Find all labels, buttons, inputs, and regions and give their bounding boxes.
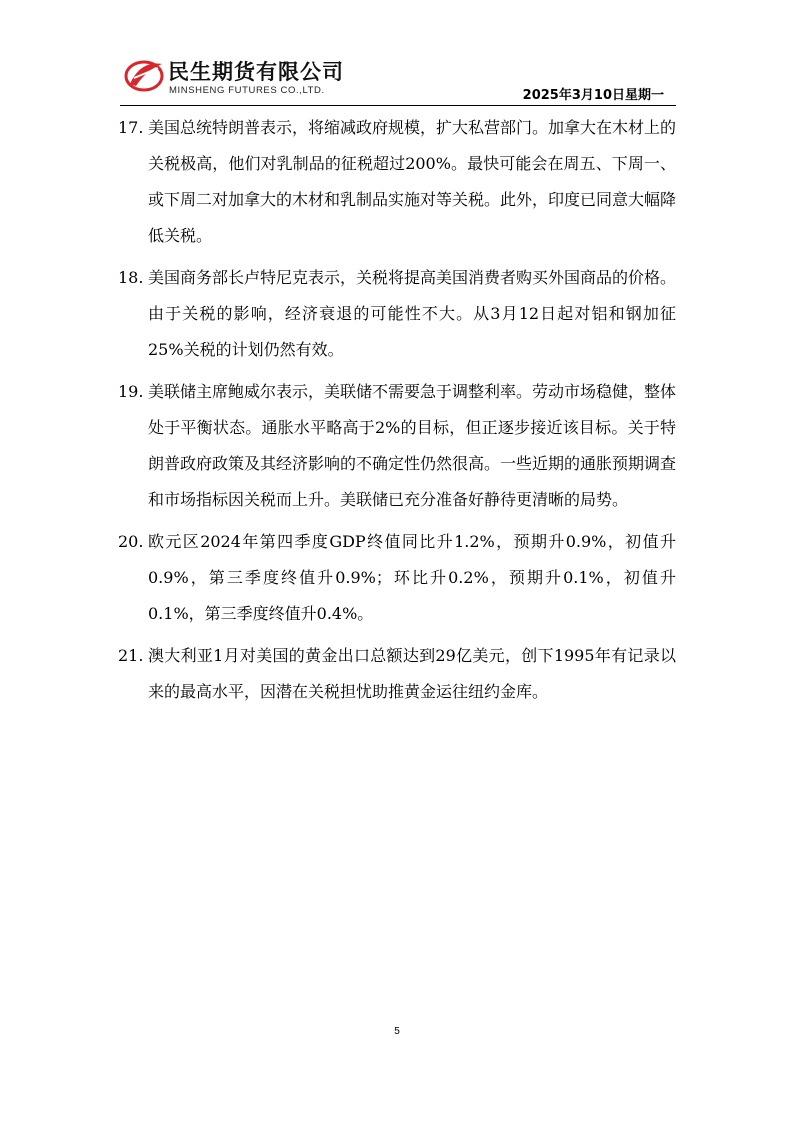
logo-swoosh-icon (124, 58, 164, 92)
item-text: 欧元区2024年第四季度GDP终值同比升1.2%，预期升0.9%，初值升0.9%，第三季度终值升0.9%；环比升0.2%，预期升0.1%，初值升0.1%，第三季度终值升0.4%。 (148, 532, 676, 623)
logo-english-name: MINSHENG FUTURES CO.,LTD. (169, 85, 325, 96)
item-number: 19. (118, 382, 144, 401)
news-item-20 (118, 524, 676, 632)
item-number: 17. (118, 118, 144, 137)
item-text: 美国商务部长卢特尼克表示，关税将提高美国消费者购买外国商品的价格。由于关税的影响，经济衰退的可能性不大。从3月12日起对铝和钢加征25%关税的计划仍然有效。 (148, 268, 677, 359)
header-divider (120, 105, 676, 106)
news-item-19 (118, 374, 676, 518)
item-number: 18. (118, 268, 144, 287)
item-number: 21. (118, 646, 144, 665)
news-item-17 (118, 110, 676, 254)
item-number: 20. (118, 532, 144, 551)
item-text: 美国总统特朗普表示，将缩减政府规模，扩大私营部门。加拿大在木材上的关税极高，他们对乳制品的征税超过200%。最快可能会在周五、下周一、或下周二对加拿大的木材和乳制品实施对等关税。此外，印度已同意大幅降低关税。 (148, 118, 677, 245)
item-text: 澳大利亚1月对美国的黄金出口总额达到29亿美元，创下1995年有记录以来的最高水平，因潜在关税担忧助推黄金运往纽约金库。 (148, 646, 676, 701)
logo-chinese-name: 民生期货有限公司 (168, 60, 344, 84)
page-number: 5 (394, 1026, 400, 1037)
page-header (118, 50, 678, 106)
company-logo (124, 54, 364, 100)
report-date: 2025年3月10日星期一 (522, 88, 664, 103)
news-item-18 (118, 260, 676, 368)
news-list (118, 110, 676, 716)
item-text: 美联储主席鲍威尔表示，美联储不需要急于调整利率。劳动市场稳健，整体处于平衡状态。通胀水平略高于2%的目标，但正逐步接近该目标。关于特朗普政府政策及其经济影响的不确定性仍然很高。一些近期的通胀预期调查和市场指标因关税而上升。美联储已充分准备好静待更清晰的局势。 (148, 382, 677, 509)
news-item-21 (118, 638, 676, 710)
